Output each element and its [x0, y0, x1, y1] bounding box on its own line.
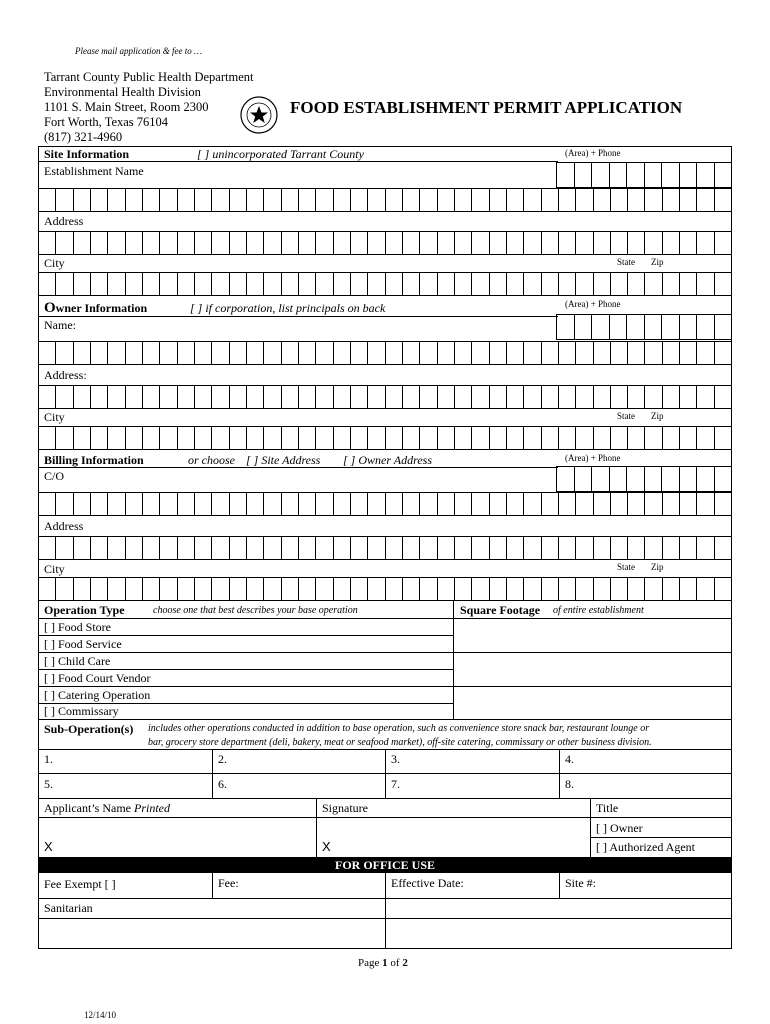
applicant-name-text: Applicant’s Name: [44, 801, 131, 815]
applicant-name-label: [44, 801, 170, 816]
operation-child-care-checkbox[interactable]: [ ] Child Care: [44, 654, 111, 668]
billing-site-address-checkbox[interactable]: [ ] Site Address: [246, 453, 321, 467]
operation-food-store-checkbox[interactable]: [ ] Food Store: [44, 620, 111, 634]
billing-city-label: City: [44, 562, 65, 576]
fee-exempt-checkbox[interactable]: Fee Exempt [ ]: [44, 877, 116, 891]
owner-corporation-checkbox[interactable]: [ ] if corporation, list principals on back: [190, 301, 386, 315]
billing-co-grid[interactable]: [38, 492, 732, 516]
owner-heading-rest: wner Information: [55, 301, 148, 315]
site-number-label: Site #:: [565, 876, 597, 890]
operation-food-court-checkbox[interactable]: [ ] Food Court Vendor: [44, 671, 151, 685]
billing-heading: Billing Information: [44, 453, 144, 467]
site-state-label: State: [617, 257, 635, 267]
site-phone-grid[interactable]: [556, 162, 732, 188]
establishment-name-grid[interactable]: [38, 188, 732, 212]
signature-label: Signature: [322, 801, 368, 815]
page-current: 1: [382, 957, 388, 969]
owner-heading: Owner Information: [44, 300, 148, 316]
title-agent-checkbox[interactable]: [ ] Authorized Agent: [596, 840, 695, 854]
subop-hint-line2: bar, grocery store department (deli, bakery, meat or seafood market), off-site catering, commissary or other business division.: [148, 737, 652, 748]
establishment-name-label: Establishment Name: [44, 164, 144, 178]
site-phone-label: (Area) + Phone: [565, 148, 621, 158]
county-seal-icon: [240, 96, 278, 134]
owner-address-label: Address:: [44, 368, 87, 382]
site-address-label: Address: [44, 214, 84, 228]
sqft-input[interactable]: [455, 620, 731, 718]
subop-cell-1[interactable]: 1.: [44, 752, 53, 766]
subop-cell-4[interactable]: 4.: [565, 752, 574, 766]
org-line: Fort Worth, Texas 76104: [44, 115, 169, 129]
owner-name-label: Name:: [44, 318, 76, 332]
sqft-heading: Square Footage: [460, 603, 541, 617]
org-line: 1101 S. Main Street, Room 2300: [44, 100, 209, 114]
page-prefix: Page: [358, 957, 380, 969]
site-address-grid[interactable]: [38, 231, 732, 255]
billing-co-label: C/O: [44, 469, 65, 483]
sqft-hint: of entire establishment: [553, 605, 644, 616]
mail-note: Please mail application & fee to …: [75, 46, 202, 56]
subop-hint-line1: includes other operations conducted in addition to base operation, such as convenience store snack bar, restaurant lounge or: [148, 723, 650, 734]
site-heading: Site Information: [44, 147, 129, 161]
subop-heading: Sub-Operation(s): [44, 722, 134, 736]
effective-date-label: Effective Date:: [391, 876, 464, 890]
subop-cell-2[interactable]: 2.: [218, 752, 227, 766]
billing-state-label: State: [617, 562, 635, 572]
operation-hint: choose one that best describes your base operation: [153, 605, 358, 616]
operation-heading: Operation Type: [44, 603, 125, 617]
site-city-label: City: [44, 256, 65, 270]
owner-phone-label: (Area) + Phone: [565, 299, 621, 309]
owner-name-grid[interactable]: [38, 341, 732, 365]
title-owner-checkbox[interactable]: [ ] Owner: [596, 821, 643, 835]
billing-city-state-zip-grid[interactable]: [38, 577, 732, 601]
billing-zip-label: Zip: [651, 562, 664, 572]
org-address-block: [44, 70, 254, 145]
owner-phone-grid[interactable]: [556, 314, 732, 340]
billing-address-label: Address: [44, 519, 84, 533]
owner-zip-label: Zip: [651, 411, 664, 421]
subop-cell-6[interactable]: 6.: [218, 777, 227, 791]
owner-address-grid[interactable]: [38, 385, 732, 409]
subop-cell-7[interactable]: 7.: [391, 777, 400, 791]
sanitarian-label: Sanitarian: [44, 901, 93, 915]
page-number: [358, 957, 408, 969]
operation-commissary-checkbox[interactable]: [ ] Commissary: [44, 704, 119, 718]
owner-city-state-zip-grid[interactable]: [38, 426, 732, 450]
billing-address-grid[interactable]: [38, 536, 732, 560]
operation-catering-checkbox[interactable]: [ ] Catering Operation: [44, 688, 151, 702]
applicant-name-x[interactable]: X: [44, 839, 53, 854]
org-line: Tarrant County Public Health Department: [44, 70, 254, 84]
site-zip-label: Zip: [651, 257, 664, 267]
subop-cell-3[interactable]: 3.: [391, 752, 400, 766]
site-unincorporated-checkbox[interactable]: [ ] unincorporated Tarrant County: [197, 147, 364, 161]
page-of: of: [390, 957, 400, 969]
revision-date: 12/14/10: [84, 1010, 117, 1020]
owner-city-label: City: [44, 410, 65, 424]
subop-cell-5[interactable]: 5.: [44, 777, 53, 791]
fee-label: Fee:: [218, 876, 239, 890]
billing-phone-label: (Area) + Phone: [565, 453, 621, 463]
office-use-bar: FOR OFFICE USE: [38, 857, 732, 873]
billing-owner-address-checkbox[interactable]: [ ] Owner Address: [343, 453, 433, 467]
org-line: (817) 321-4960: [44, 130, 123, 144]
page-total: 2: [402, 957, 408, 969]
billing-or-choose: or choose: [188, 453, 235, 467]
page-title: FOOD ESTABLISHMENT PERMIT APPLICATION: [290, 98, 683, 117]
owner-state-label: State: [617, 411, 635, 421]
operation-food-service-checkbox[interactable]: [ ] Food Service: [44, 637, 122, 651]
signature-x[interactable]: X: [322, 839, 331, 854]
org-line: Environmental Health Division: [44, 85, 201, 99]
site-city-state-zip-grid[interactable]: [38, 272, 732, 296]
billing-phone-grid[interactable]: [556, 466, 732, 492]
applicant-printed-text: Printed: [133, 801, 170, 815]
title-label: Title: [596, 801, 619, 815]
subop-cell-8[interactable]: 8.: [565, 777, 574, 791]
